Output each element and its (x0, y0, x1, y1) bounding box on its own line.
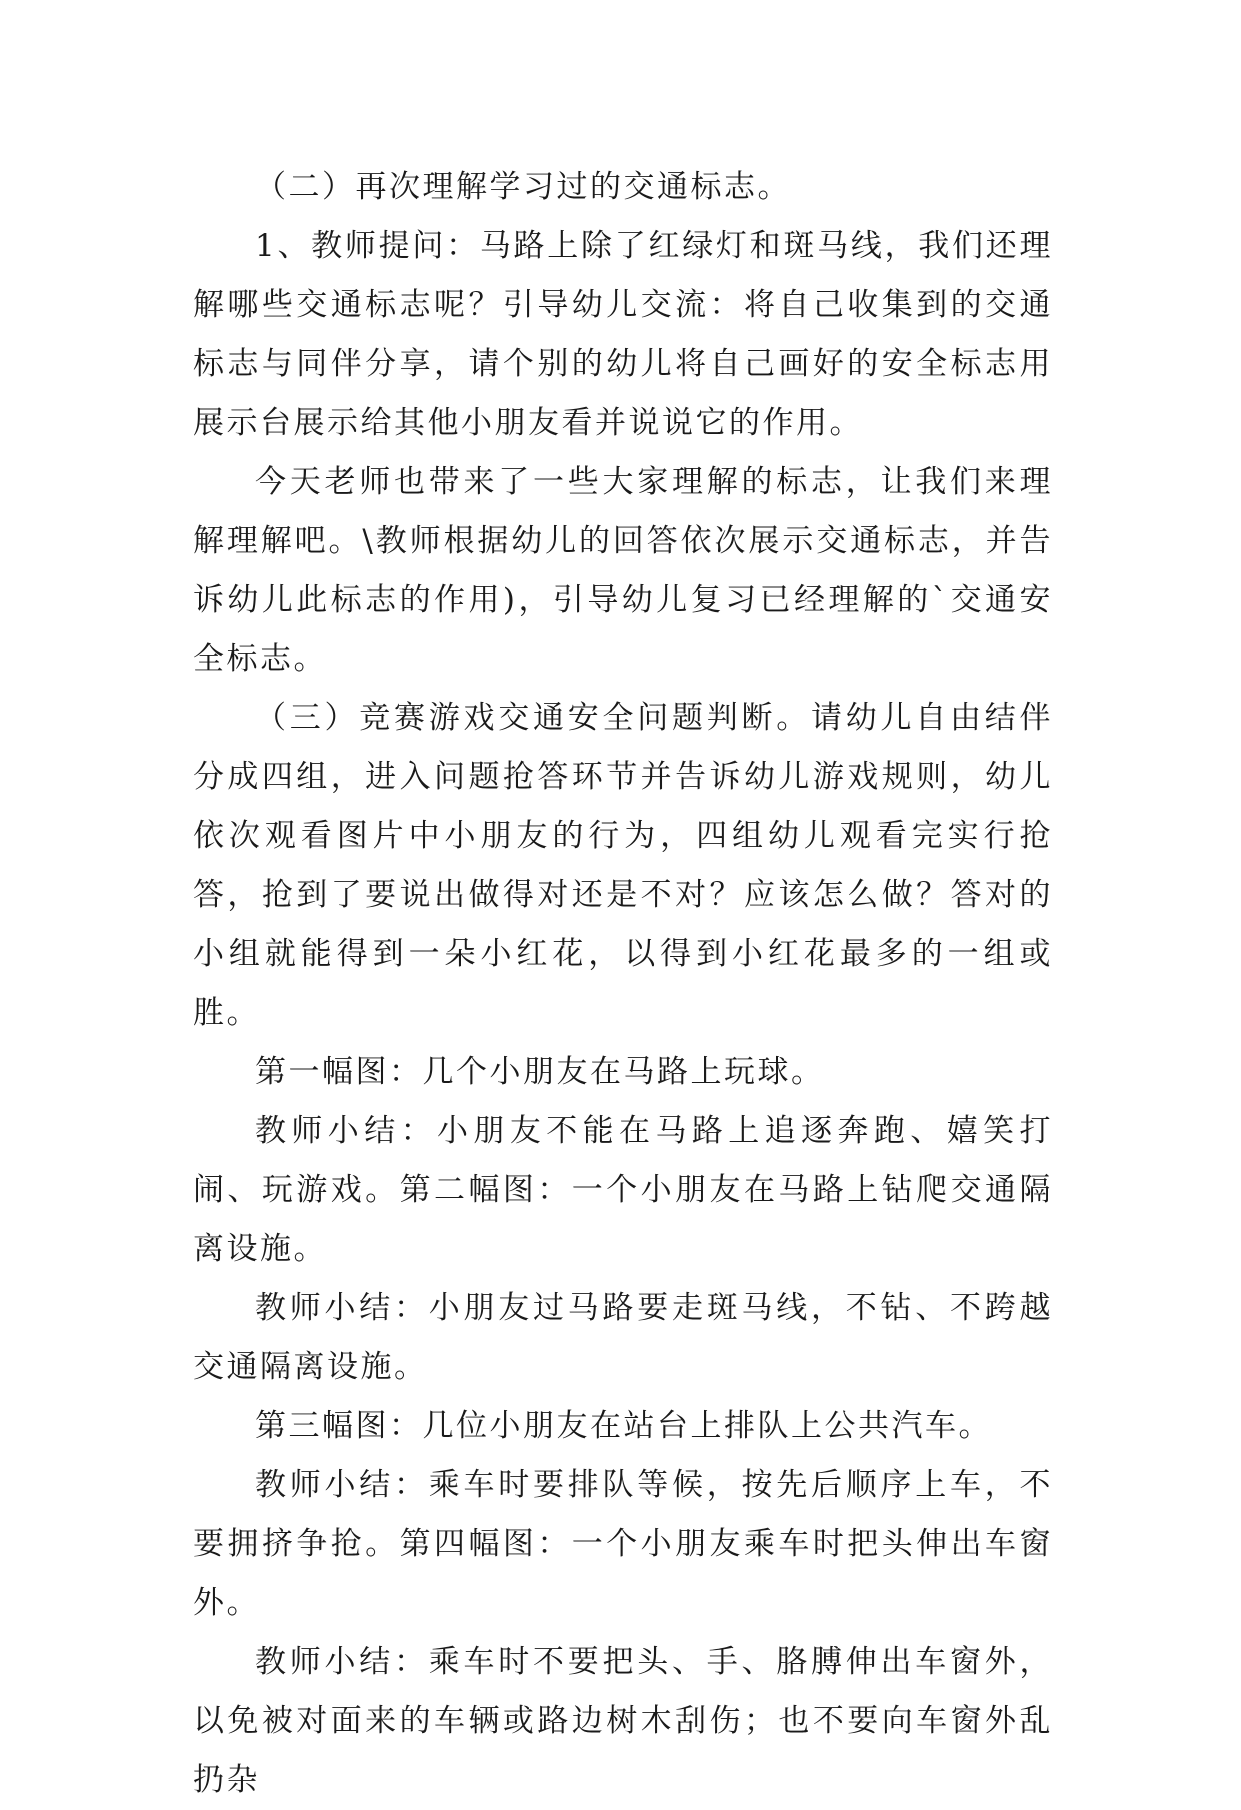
section-heading-two: （二）再次理解学习过的交通标志。 (255, 169, 791, 205)
section-heading-three: （三）竞赛游戏交通安全问题判断。请幼儿自由结伴分成四组，进入问题抢答环节并告诉幼儿游戏规则，幼儿依次观看图片中小朋友的行为，四组幼儿观看完实行抢答，抢到了要说出做得对还是不对？应该怎么做？答对的小组就能得到一朵小红花，以得到小红花最多的一组或胜。 (193, 700, 1053, 1031)
paragraph-picture-one: 第一幅图：几个小朋友在马路上玩球。 (255, 1054, 825, 1090)
paragraph-summary-one: 教师小结：小朋友不能在马路上追逐奔跑、嬉笑打闹、玩游戏。第二幅图：一个小朋友在马路上钻爬交通隔离设施。 (193, 1113, 1053, 1267)
paragraph-picture-three: 第三幅图：几位小朋友在站台上排队上公共汽车。 (255, 1408, 992, 1444)
paragraph-summary-two: 教师小结：小朋友过马路要走斑马线，不钻、不跨越交通隔离设施。 (193, 1290, 1053, 1385)
document-body (193, 158, 1053, 1810)
paragraph-summary-three: 教师小结：乘车时要排队等候，按先后顺序上车，不要拥挤争抢。第四幅图：一个小朋友乘车时把头伸出车窗外。 (193, 1467, 1053, 1621)
paragraph-review-signs: 今天老师也带来了一些大家理解的标志，让我们来理解理解吧。\教师根据幼儿的回答依次展示交通标志，并告诉幼儿此标志的作用)，引导幼儿复习已经理解的`交通安全标志。 (193, 464, 1053, 677)
paragraph-teacher-question: 1、教师提问：马路上除了红绿灯和斑马线，我们还理解哪些交通标志呢？引导幼儿交流：将自己收集到的交通标志与同伴分享，请个别的幼儿将自己画好的安全标志用展示台展示给其他小朋友看并说说它的作用。 (193, 228, 1053, 441)
paragraph-summary-four: 教师小结：乘车时不要把头、手、胳膊伸出车窗外，以免被对面来的车辆或路边树木刮伤；也不要向车窗外乱扔杂 (193, 1644, 1053, 1798)
